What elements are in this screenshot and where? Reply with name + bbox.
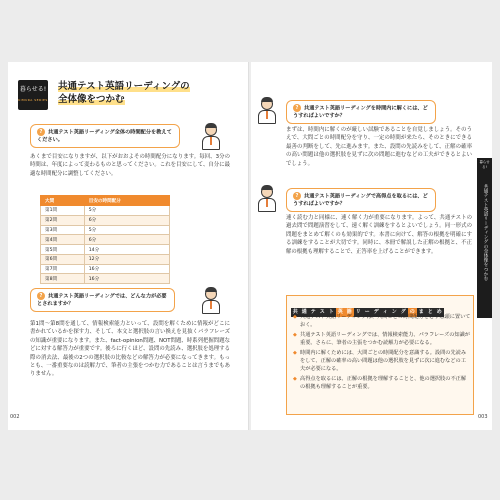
series-logo-sub: KIMURA SERIES: [18, 98, 48, 102]
summary-title-chip: ー: [364, 309, 370, 315]
question-bubble-3: [286, 100, 436, 124]
table-cell: 第2問: [41, 215, 85, 225]
table-cell: 第1問: [41, 206, 85, 216]
list-item: ◆ 高得点を取るには、正解の根拠を理解することと、他の選択肢の不正解の根拠も理解することが重要。: [293, 375, 471, 391]
page-number-right: 003: [478, 414, 488, 420]
summary-title-chip: ィ: [382, 309, 388, 315]
summary-title-chip: の: [409, 309, 415, 315]
side-tab-logo: 暮らせる!: [479, 160, 490, 169]
question-bubble-1: [30, 124, 180, 148]
table-cell: 12分: [84, 254, 169, 264]
answer-paragraph-3: まずは、時間内に解くのが厳しい試験であることを自覚しましょう。そのうえで、大問ごとの時間配分を守り、一定の時間が来たら、そのときにできる最善の判断をして、先に進みます。また、設問の先読みをして、正解の確率の高い問題は他の選択肢を見ずに次の問題に進むなどの工夫ができるとよいでしょう。: [286, 127, 472, 167]
table-cell: 16分: [84, 264, 169, 274]
summary-title-chip: 共: [292, 309, 298, 315]
table-cell: 6分: [84, 215, 169, 225]
question-icon: ?: [293, 104, 301, 112]
table-cell: 第5問: [41, 245, 85, 255]
teacher-illustration-icon: [200, 124, 222, 152]
question-bubble-2: [30, 288, 175, 312]
section-title-line1: 共通テスト英語リーディングの: [58, 81, 190, 92]
summary-box: [286, 295, 474, 415]
series-logo-text: 暮らせる!: [19, 86, 47, 93]
question-icon: ?: [293, 192, 301, 200]
table-cell: 第7問: [41, 264, 85, 274]
summary-title: [287, 296, 473, 315]
student-illustration-icon: [256, 98, 278, 126]
summary-title-chip: 英: [337, 309, 343, 315]
table-row: [41, 215, 170, 225]
table-row: [41, 235, 170, 245]
section-title: [58, 80, 198, 106]
chapter-side-tab: [477, 158, 492, 318]
summary-title-chip: ま: [418, 309, 424, 315]
series-logo: [18, 80, 48, 110]
table-cell: 第6問: [41, 254, 85, 264]
summary-title-chip: と: [427, 309, 433, 315]
question-text-1: 共通テスト英語リーディング全体の時間配分を教えてください。: [37, 129, 172, 143]
time-allocation-table: [40, 195, 170, 284]
student-illustration-icon: [256, 186, 278, 214]
table-header-row: [41, 196, 170, 206]
table-cell: 6分: [84, 235, 169, 245]
side-tab-text: 共通テスト英語リーディングの全体像をつかむ: [483, 184, 488, 281]
answer-paragraph-1: あくまで目安になりますが、以下がおおよその時間配分になります。毎回、3分の時間は、年度によって変わるものと思ってください。これを目安にして、自分に最適な時間配分に調整してください。: [30, 154, 230, 177]
question-text-2: 共通テスト英語リーディングでは、どんな力が必要とされますか？: [37, 293, 167, 307]
answer-paragraph-4: 速く読む力と同様に、速く解く力が重要になります。よって、共通テストの過去問で問題演習をして、速く解く訓練をするとよいでしょう。同一形式の問題をまとめて解くのも効果的です。本書に向けて、解答の根拠を明確にする訓練をすることが大切です。同時に、本冊で解説した正解の根拠と、不正解の根拠も理解することで、正答率を上げることができます。: [286, 215, 472, 255]
table-row: [41, 206, 170, 216]
table-cell: 14分: [84, 245, 169, 255]
summary-title-chip: 語: [346, 309, 352, 315]
answer-paragraph-2: 第1問〜第8問を通して、情報検索能力といって、設問を解くために情報がどこに書かれているかを探す力、そして、本文と選択肢の言い換えを見抜くパラフレーズの知識が重要になります。また、fact-opinion問題、NOT問題、時系列把握問題などに対する解答力が重要です。後ろに行くほど、設問の先読み、選択肢を処理する際の消去法、最後の2つの選択肢の比較などの解答力が必要になってきます。もっとも、一番重要なのは読解力で、筆者の主張をつかむ力であることは言うまでもありません。: [30, 321, 230, 378]
page-number-left: 002: [10, 414, 20, 420]
summary-title-chip: リ: [355, 309, 361, 315]
table-cell: 第4問: [41, 235, 85, 245]
table-row: [41, 245, 170, 255]
table-row: [41, 274, 170, 284]
question-text-4: 共通テスト英語リーディングで高得点を取るには、どうすればよいですか？: [293, 193, 428, 207]
summary-title-chip: ト: [328, 309, 334, 315]
summary-title-chip: デ: [373, 309, 379, 315]
summary-list: [293, 313, 471, 393]
table-cell: 第8問: [41, 274, 85, 284]
section-title-line2: 全体像をつかむ: [58, 94, 125, 105]
table-header-cell: 大問: [41, 196, 85, 206]
question-text-3: 共通テスト英語リーディングを時間内に解くには、どうすればよいですか？: [293, 105, 428, 119]
table-cell: 第3問: [41, 225, 85, 235]
table-cell: 5分: [84, 225, 169, 235]
list-item: ◆ 共通テスト英語リーディングは、大問ごとの時間配分を必ず念頭に置いておく。: [293, 313, 471, 329]
summary-title-chip: ス: [319, 309, 325, 315]
table-row: [41, 254, 170, 264]
table-row: [41, 225, 170, 235]
summary-title-chip: ン: [391, 309, 397, 315]
summary-title-chip: グ: [400, 309, 406, 315]
question-icon: ?: [37, 292, 45, 300]
table-cell: 5分: [84, 206, 169, 216]
summary-title-chip: テ: [310, 309, 316, 315]
table-cell: 16分: [84, 274, 169, 284]
teacher-illustration-icon: [200, 288, 222, 316]
question-bubble-4: [286, 188, 436, 212]
summary-title-chip: め: [436, 309, 442, 315]
list-item: ◆ 共通テスト英語リーディングでは、情報検索能力、パラフレーズの知識が重要。さらに、筆者の主張をつかむ読解力が必要になる。: [293, 331, 471, 347]
summary-title-chip: 通: [301, 309, 307, 315]
table-header-cell: 目安の時間配分: [84, 196, 169, 206]
list-item: ◆ 時間内に解くためには、大問ごとの時間配分を意識する。設問の先読みをして、正解の確率の高い問題は他の選択肢を見ずに次に進むなどの工夫が必要になる。: [293, 349, 471, 374]
question-icon: ?: [37, 128, 45, 136]
table-row: [41, 264, 170, 274]
